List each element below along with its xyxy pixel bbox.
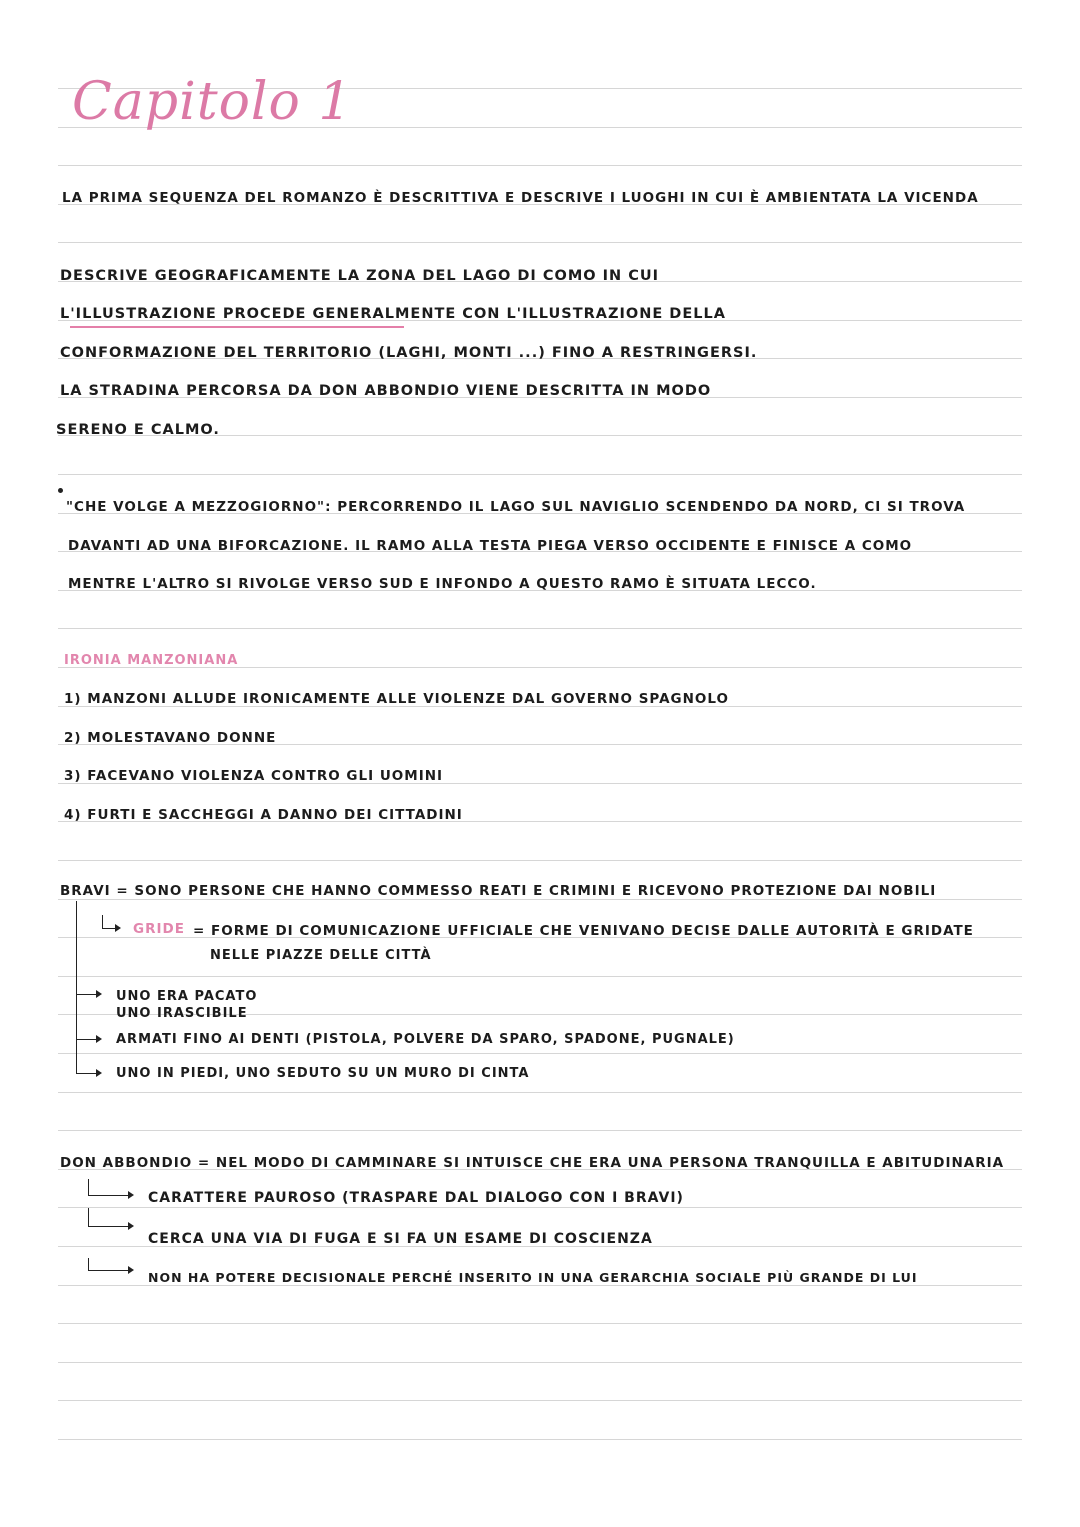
description-line: L'ILLUSTRAZIONE PROCEDE GENERALMENTE CON L'ILLUSTRAZIONE DELLA [60,306,726,322]
arrow-icon [96,1035,102,1043]
ruled-line [58,1323,1022,1324]
quote-line: "CHE VOLGE A MEZZOGIORNO": PERCORRENDO IL LAGO SUL NAVIGLIO SCENDENDO DA NORD, CI SI TROVA [66,499,966,515]
tree-branch [102,928,116,929]
page-title: Capitolo 1 [72,72,353,132]
quote-line: DAVANTI AD UNA BIFORCAZIONE. IL RAMO ALLA TESTA PIEGA VERSO OCCIDENTE E FINISCE A COMO [68,538,913,554]
arrow-icon [128,1266,134,1274]
ruled-line [58,1362,1022,1363]
arrow-icon [96,990,102,998]
ruled-line [58,474,1022,475]
tree-branch [88,1226,128,1227]
ruled-line [58,242,1022,243]
bravi-item: ARMATI FINO AI DENTI (PISTOLA, POLVERE DA SPARO, SPADONE, PUGNALE) [116,1032,735,1047]
ruled-line [58,1053,1022,1054]
tree-branch [88,1195,128,1196]
arrow-icon [128,1222,134,1230]
ruled-line [58,1439,1022,1440]
bravi-item: UNO IRASCIBILE [116,1006,248,1021]
gride-text: = FORME DI COMUNICAZIONE UFFICIALE CHE VENIVANO DECISE DALLE AUTORITÀ E GRIDATE [193,923,974,939]
gride-text: NELLE PIAZZE DELLE CITTÀ [210,948,432,963]
arrow-icon [115,924,121,932]
description-line: CONFORMAZIONE DEL TERRITORIO (LAGHI, MONTI ...) FINO A RESTRINGERSI. [60,345,758,361]
abbondio-definition: DON ABBONDIO = NEL MODO DI CAMMINARE SI INTUISCE CHE ERA UNA PERSONA TRANQUILLA E ABITUDINARIA [60,1155,1005,1171]
irony-item: 2) MOLESTAVANO DONNE [64,730,277,746]
bravi-definition: BRAVI = SONO PERSONE CHE HANNO COMMESSO REATI E CRIMINI E RICEVONO PROTEZIONE DAI NOBILI [60,883,937,899]
ruled-line [58,165,1022,166]
ruled-line [58,976,1022,977]
ruled-line [58,1400,1022,1401]
bullet-dot [58,488,63,493]
tree-branch [76,994,96,995]
tree-branch [76,1039,96,1040]
tree-branch [88,1270,128,1271]
abbondio-item: CERCA UNA VIA DI FUGA E SI FA UN ESAME DI COSCIENZA [148,1231,653,1247]
irony-heading: IRONIA MANZONIANA [64,653,239,668]
abbondio-item: NON HA POTERE DECISIONALE PERCHÉ INSERITO IN UNA GERARCHIA SOCIALE PIÙ GRANDE DI LUI [148,1270,918,1285]
tree-branch [76,901,77,1073]
quote-line: MENTRE L'ALTRO SI RIVOLGE VERSO SUD E INFONDO A QUESTO RAMO È SITUATA LECCO. [68,576,817,592]
intro-text: LA PRIMA SEQUENZA DEL ROMANZO È DESCRITTIVA E DESCRIVE I LUOGHI IN CUI È AMBIENTATA LA VICENDA [62,190,979,206]
ruled-line [58,628,1022,629]
irony-item: 1) MANZONI ALLUDE IRONICAMENTE ALLE VIOLENZE DAL GOVERNO SPAGNOLO [64,691,729,707]
tree-branch [102,915,103,928]
description-line: SERENO E CALMO. [56,422,220,438]
tree-branch [88,1179,89,1195]
tree-branch [76,1073,96,1074]
description-line: LA STRADINA PERCORSA DA DON ABBONDIO VIENE DESCRITTA IN MODO [60,383,712,399]
bravi-item: UNO IN PIEDI, UNO SEDUTO SU UN MURO DI CINTA [116,1066,530,1081]
arrow-icon [128,1191,134,1199]
ruled-line [58,860,1022,861]
irony-item: 3) FACEVANO VIOLENZA CONTRO GLI UOMINI [64,768,444,784]
tree-branch [88,1258,89,1270]
irony-item: 4) FURTI E SACCHEGGI A DANNO DEI CITTADINI [64,807,463,823]
bravi-item: UNO ERA PACATO [116,989,258,1004]
tree-branch [88,1208,89,1226]
ruled-line [58,1092,1022,1093]
highlight-underline [70,326,404,328]
description-line: DESCRIVE GEOGRAFICAMENTE LA ZONA DEL LAGO DI COMO IN CUI [60,268,660,284]
gride-label: GRIDE [133,921,185,937]
arrow-icon [96,1069,102,1077]
abbondio-item: CARATTERE PAUROSO (TRASPARE DAL DIALOGO CON I BRAVI) [148,1190,684,1206]
ruled-line [58,1130,1022,1131]
